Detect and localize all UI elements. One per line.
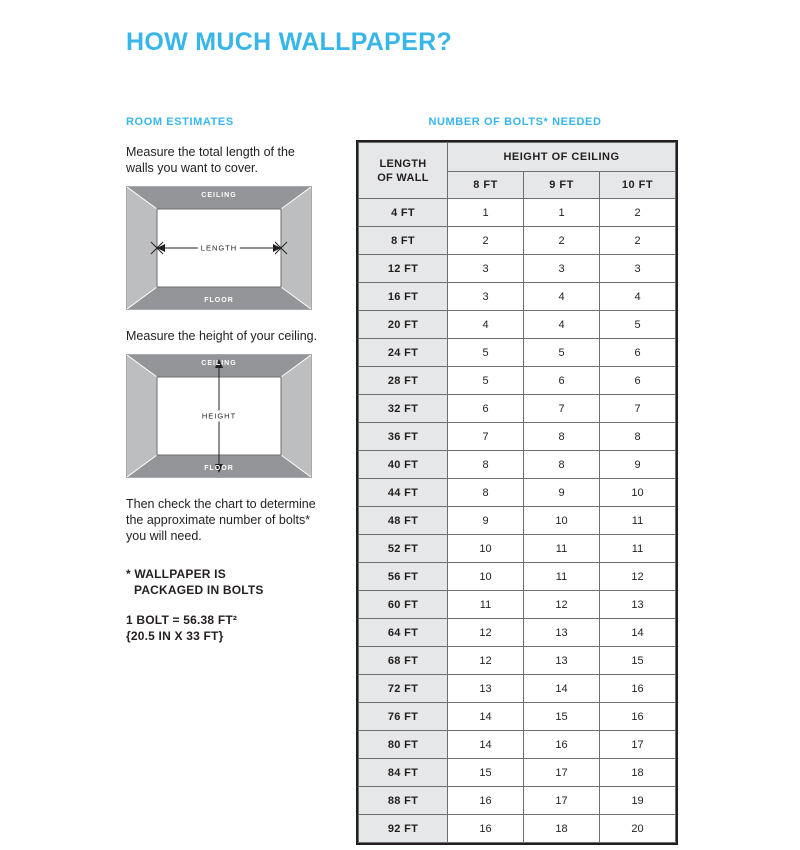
bolts-value-cell: 8: [448, 479, 524, 507]
bolts-value-cell: 18: [600, 759, 676, 787]
table-row: [359, 451, 676, 479]
bolts-value-cell: 3: [448, 283, 524, 311]
diagram-height-dimension-label: HEIGHT: [199, 411, 239, 422]
wall-length-cell: 80 FT: [359, 731, 448, 759]
bolts-table-border: [356, 140, 678, 845]
table-row: [359, 227, 676, 255]
header-col-10ft: 10 FT: [600, 172, 676, 199]
table-row: [359, 479, 676, 507]
bolts-value-cell: 3: [448, 255, 524, 283]
bolts-value-cell: 15: [448, 759, 524, 787]
bolts-value-cell: 3: [600, 255, 676, 283]
bolts-value-cell: 15: [600, 647, 676, 675]
wall-length-cell: 24 FT: [359, 339, 448, 367]
bolts-value-cell: 12: [524, 591, 600, 619]
wall-length-cell: 4 FT: [359, 199, 448, 227]
table-row: [359, 535, 676, 563]
bolts-value-cell: 8: [524, 451, 600, 479]
bolts-value-cell: 5: [448, 339, 524, 367]
bolts-table: [358, 142, 676, 843]
diagram-height-ceiling-label: CEILING: [201, 360, 237, 367]
wall-length-cell: 20 FT: [359, 311, 448, 339]
bolts-value-cell: 17: [600, 731, 676, 759]
wall-length-cell: 68 FT: [359, 647, 448, 675]
bolts-value-cell: 10: [448, 535, 524, 563]
bolts-value-cell: 13: [448, 675, 524, 703]
wall-length-cell: 12 FT: [359, 255, 448, 283]
table-row: [359, 675, 676, 703]
bolts-value-cell: 13: [600, 591, 676, 619]
bolts-value-cell: 11: [448, 591, 524, 619]
bolts-value-cell: 18: [524, 815, 600, 843]
bolts-value-cell: 17: [524, 759, 600, 787]
table-row: [359, 731, 676, 759]
bolts-value-cell: 11: [600, 507, 676, 535]
bolts-value-cell: 15: [524, 703, 600, 731]
bolts-value-cell: 8: [600, 423, 676, 451]
diagram-length-floor-label: FLOOR: [204, 297, 234, 304]
bolts-value-cell: 17: [524, 787, 600, 815]
table-row: [359, 395, 676, 423]
bolts-value-cell: 12: [448, 647, 524, 675]
table-row: [359, 647, 676, 675]
bolts-value-cell: 2: [600, 199, 676, 227]
table-row: [359, 759, 676, 787]
bolts-value-cell: 11: [524, 563, 600, 591]
wall-length-cell: 44 FT: [359, 479, 448, 507]
table-row: [359, 339, 676, 367]
bolts-value-cell: 2: [448, 227, 524, 255]
bolts-value-cell: 11: [524, 535, 600, 563]
bolt-note-line-1: * WALLPAPER IS: [126, 567, 226, 581]
bolts-value-cell: 9: [524, 479, 600, 507]
step-3-text: Then check the chart to determine the approximate number of bolts* you will need.: [126, 497, 316, 543]
table-row: [359, 199, 676, 227]
wall-length-cell: 8 FT: [359, 227, 448, 255]
bolt-note-line-4: {20.5 IN X 33 FT}: [126, 629, 224, 643]
bolts-value-cell: 14: [524, 675, 600, 703]
bolts-value-cell: 20: [600, 815, 676, 843]
bolts-value-cell: 16: [448, 787, 524, 815]
bolts-value-cell: 9: [600, 451, 676, 479]
bolts-value-cell: 16: [600, 675, 676, 703]
wall-length-cell: 72 FT: [359, 675, 448, 703]
bolt-note-line-3: 1 BOLT = 56.38 FT²: [126, 613, 238, 627]
bolt-note-block: [126, 566, 326, 644]
wall-length-cell: 32 FT: [359, 395, 448, 423]
table-row: [359, 787, 676, 815]
bolts-value-cell: 5: [524, 339, 600, 367]
table-row: [359, 367, 676, 395]
wall-length-cell: 56 FT: [359, 563, 448, 591]
table-row: [359, 563, 676, 591]
bolts-value-cell: 7: [524, 395, 600, 423]
bolt-note-line-2: PACKAGED IN BOLTS: [134, 583, 264, 597]
wall-length-cell: 88 FT: [359, 787, 448, 815]
bolts-table-heading: NUMBER OF BOLTS* NEEDED: [428, 116, 602, 128]
wall-length-cell: 60 FT: [359, 591, 448, 619]
room-estimates-column: [126, 116, 326, 644]
header-col-8ft: 8 FT: [448, 172, 524, 199]
diagram-height-floor-label: FLOOR: [204, 465, 234, 472]
bolts-value-cell: 10: [524, 507, 600, 535]
bolts-value-cell: 14: [448, 731, 524, 759]
bolts-value-cell: 19: [600, 787, 676, 815]
table-row: [359, 423, 676, 451]
page-title: HOW MUCH WALLPAPER?: [126, 28, 453, 56]
bolts-value-cell: 4: [524, 311, 600, 339]
bolts-table-section: [356, 116, 674, 850]
wall-length-cell: 64 FT: [359, 619, 448, 647]
bolts-value-cell: 4: [524, 283, 600, 311]
bolts-value-cell: 2: [524, 227, 600, 255]
bolts-value-cell: 8: [524, 423, 600, 451]
bolts-value-cell: 16: [524, 731, 600, 759]
bolts-value-cell: 6: [600, 339, 676, 367]
room-diagram-length: [126, 186, 312, 310]
diagram-length-dimension-label: LENGTH: [198, 243, 240, 254]
wall-length-cell: 40 FT: [359, 451, 448, 479]
bolts-value-cell: 12: [600, 563, 676, 591]
bolts-value-cell: 11: [600, 535, 676, 563]
bolts-value-cell: 6: [600, 367, 676, 395]
room-estimates-heading: ROOM ESTIMATES: [126, 116, 234, 128]
bolts-value-cell: 10: [448, 563, 524, 591]
bolts-table-head: [359, 143, 676, 199]
step-2-text: Measure the height of your ceiling.: [126, 329, 318, 343]
bolts-value-cell: 12: [448, 619, 524, 647]
header-col-9ft: 9 FT: [524, 172, 600, 199]
bolts-value-cell: 16: [600, 703, 676, 731]
table-row: [359, 815, 676, 843]
wall-length-cell: 16 FT: [359, 283, 448, 311]
bolts-value-cell: 1: [448, 199, 524, 227]
bolts-value-cell: 9: [448, 507, 524, 535]
bolts-value-cell: 2: [600, 227, 676, 255]
table-row: [359, 507, 676, 535]
diagram-length-ceiling-label: CEILING: [201, 192, 237, 199]
wall-length-cell: 92 FT: [359, 815, 448, 843]
wall-length-cell: 76 FT: [359, 703, 448, 731]
bolts-value-cell: 5: [600, 311, 676, 339]
bolts-value-cell: 3: [524, 255, 600, 283]
step-1-text: Measure the total length of the walls you want to cover.: [126, 145, 295, 175]
bolts-value-cell: 7: [448, 423, 524, 451]
wall-length-cell: 28 FT: [359, 367, 448, 395]
bolts-value-cell: 6: [524, 367, 600, 395]
bolts-value-cell: 14: [448, 703, 524, 731]
bolts-value-cell: 10: [600, 479, 676, 507]
bolts-value-cell: 4: [448, 311, 524, 339]
bolts-value-cell: 13: [524, 647, 600, 675]
header-length-of-wall: [359, 143, 448, 199]
bolts-value-cell: 14: [600, 619, 676, 647]
table-row: [359, 703, 676, 731]
wall-length-cell: 84 FT: [359, 759, 448, 787]
table-row: [359, 283, 676, 311]
bolts-table-body: [359, 199, 676, 843]
header-length-line-2: OF WALL: [377, 171, 429, 184]
table-row: [359, 311, 676, 339]
room-diagram-height: [126, 354, 312, 478]
bolts-value-cell: 7: [600, 395, 676, 423]
table-row: [359, 255, 676, 283]
table-row: [359, 619, 676, 647]
wall-length-cell: 52 FT: [359, 535, 448, 563]
bolts-value-cell: 5: [448, 367, 524, 395]
header-length-line-1: LENGTH: [379, 157, 427, 170]
wall-length-cell: 48 FT: [359, 507, 448, 535]
bolts-value-cell: 1: [524, 199, 600, 227]
bolts-value-cell: 8: [448, 451, 524, 479]
bolts-value-cell: 13: [524, 619, 600, 647]
bolts-table-header-row-1: [359, 143, 676, 172]
bolts-value-cell: 16: [448, 815, 524, 843]
header-height-of-ceiling: HEIGHT OF CEILING: [448, 143, 676, 172]
bolts-value-cell: 4: [600, 283, 676, 311]
bolts-value-cell: 6: [448, 395, 524, 423]
table-row: [359, 591, 676, 619]
wall-length-cell: 36 FT: [359, 423, 448, 451]
